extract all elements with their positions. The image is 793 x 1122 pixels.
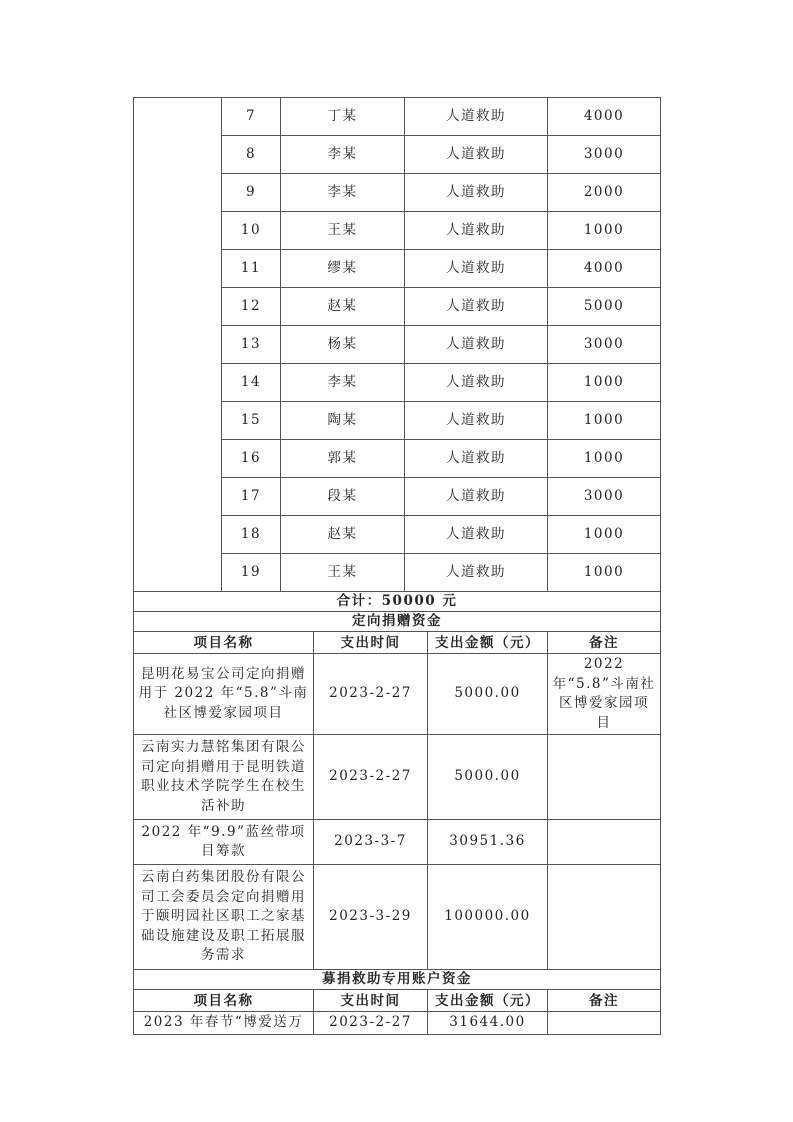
row-number: 9 bbox=[222, 174, 281, 212]
recipient-name: 王某 bbox=[281, 212, 405, 250]
project-name: 云南白药集团股份有限公司工会委员会定向捐赠用于颐明园社区职工之家基础设施建设及职工拓展服务需求 bbox=[134, 865, 314, 970]
merged-category-cell bbox=[134, 98, 222, 592]
aid-type: 人道救助 bbox=[405, 250, 548, 288]
expense-date: 2023-3-29 bbox=[314, 865, 428, 970]
expense-date: 2023-2-27 bbox=[314, 735, 428, 820]
recipient-name: 李某 bbox=[281, 174, 405, 212]
project-name: 2022 年“9.9”蓝丝带项目筹款 bbox=[134, 820, 314, 865]
aid-amount: 2000 bbox=[548, 174, 661, 212]
header-note: 备注 bbox=[548, 632, 661, 654]
aid-amount: 3000 bbox=[548, 326, 661, 364]
row-number: 14 bbox=[222, 364, 281, 402]
header-amount: 支出金额（元） bbox=[428, 632, 548, 654]
table-row bbox=[134, 735, 661, 820]
project-name: 昆明花易宝公司定向捐赠用于 2022 年“5.8”斗南社区博爱家园项目 bbox=[134, 654, 314, 735]
expense-amount: 31644.00 bbox=[428, 1012, 548, 1035]
row-number: 19 bbox=[222, 554, 281, 592]
section-header-directed bbox=[134, 612, 661, 632]
aid-type: 人道救助 bbox=[405, 98, 548, 136]
expense-date: 2023-2-27 bbox=[314, 1012, 428, 1035]
header-date: 支出时间 bbox=[314, 632, 428, 654]
aid-amount: 1000 bbox=[548, 364, 661, 402]
table-row bbox=[134, 865, 661, 970]
recipient-name: 陶某 bbox=[281, 402, 405, 440]
expense-amount: 100000.00 bbox=[428, 865, 548, 970]
remark: 2022 年“5.8”斗南社区博爱家园项目 bbox=[548, 654, 661, 735]
remark bbox=[548, 820, 661, 865]
aid-type: 人道救助 bbox=[405, 516, 548, 554]
recipient-table bbox=[133, 97, 661, 612]
aid-amount: 3000 bbox=[548, 478, 661, 516]
remark bbox=[548, 735, 661, 820]
aid-amount: 1000 bbox=[548, 516, 661, 554]
header-project-name: 项目名称 bbox=[134, 990, 314, 1012]
column-header-row bbox=[134, 990, 661, 1012]
recipient-name: 缪某 bbox=[281, 250, 405, 288]
header-note: 备注 bbox=[548, 990, 661, 1012]
table-row bbox=[134, 98, 661, 136]
expense-date: 2023-3-7 bbox=[314, 820, 428, 865]
total-row bbox=[134, 592, 661, 612]
recipient-name: 郭某 bbox=[281, 440, 405, 478]
aid-type: 人道救助 bbox=[405, 554, 548, 592]
aid-type: 人道救助 bbox=[405, 440, 548, 478]
recipient-name: 李某 bbox=[281, 364, 405, 402]
expense-amount: 5000.00 bbox=[428, 654, 548, 735]
aid-amount: 4000 bbox=[548, 250, 661, 288]
remark bbox=[548, 865, 661, 970]
project-name: 云南实力慧铭集团有限公司定向捐赠用于昆明铁道职业技术学院学生在校生活补助 bbox=[134, 735, 314, 820]
aid-type: 人道救助 bbox=[405, 478, 548, 516]
aid-amount: 5000 bbox=[548, 288, 661, 326]
aid-type: 人道救助 bbox=[405, 136, 548, 174]
row-number: 12 bbox=[222, 288, 281, 326]
table-row bbox=[134, 820, 661, 865]
aid-type: 人道救助 bbox=[405, 364, 548, 402]
table-row bbox=[134, 654, 661, 735]
aid-type: 人道救助 bbox=[405, 402, 548, 440]
header-amount: 支出金额（元） bbox=[428, 990, 548, 1012]
recipient-name: 李某 bbox=[281, 136, 405, 174]
aid-amount: 4000 bbox=[548, 98, 661, 136]
row-number: 18 bbox=[222, 516, 281, 554]
aid-amount: 1000 bbox=[548, 212, 661, 250]
recipient-name: 段某 bbox=[281, 478, 405, 516]
aid-type: 人道救助 bbox=[405, 212, 548, 250]
document-page bbox=[133, 97, 660, 1035]
row-number: 11 bbox=[222, 250, 281, 288]
aid-amount: 1000 bbox=[548, 402, 661, 440]
recipient-name: 王某 bbox=[281, 554, 405, 592]
remark bbox=[548, 1012, 661, 1035]
aid-amount: 1000 bbox=[548, 440, 661, 478]
aid-amount: 3000 bbox=[548, 136, 661, 174]
recipient-name: 赵某 bbox=[281, 516, 405, 554]
section-title-directed: 定向捐赠资金 bbox=[134, 612, 661, 632]
row-number: 13 bbox=[222, 326, 281, 364]
table-row bbox=[134, 1012, 661, 1035]
project-name: 2023 年春节“博爱送万 bbox=[134, 1012, 314, 1035]
recipient-name: 赵某 bbox=[281, 288, 405, 326]
header-date: 支出时间 bbox=[314, 990, 428, 1012]
aid-amount: 1000 bbox=[548, 554, 661, 592]
aid-type: 人道救助 bbox=[405, 288, 548, 326]
row-number: 16 bbox=[222, 440, 281, 478]
recipient-name: 杨某 bbox=[281, 326, 405, 364]
row-number: 8 bbox=[222, 136, 281, 174]
row-number: 7 bbox=[222, 98, 281, 136]
column-header-row bbox=[134, 632, 661, 654]
row-number: 10 bbox=[222, 212, 281, 250]
expense-amount: 30951.36 bbox=[428, 820, 548, 865]
expense-amount: 5000.00 bbox=[428, 735, 548, 820]
row-number: 17 bbox=[222, 478, 281, 516]
row-number: 15 bbox=[222, 402, 281, 440]
aid-type: 人道救助 bbox=[405, 326, 548, 364]
directed-donation-table bbox=[133, 611, 661, 1035]
section-title-special: 募捐救助专用账户资金 bbox=[134, 970, 661, 990]
section-header-special bbox=[134, 970, 661, 990]
expense-date: 2023-2-27 bbox=[314, 654, 428, 735]
recipient-name: 丁某 bbox=[281, 98, 405, 136]
total-text: 合计：50000 元 bbox=[134, 592, 661, 612]
header-project-name: 项目名称 bbox=[134, 632, 314, 654]
aid-type: 人道救助 bbox=[405, 174, 548, 212]
